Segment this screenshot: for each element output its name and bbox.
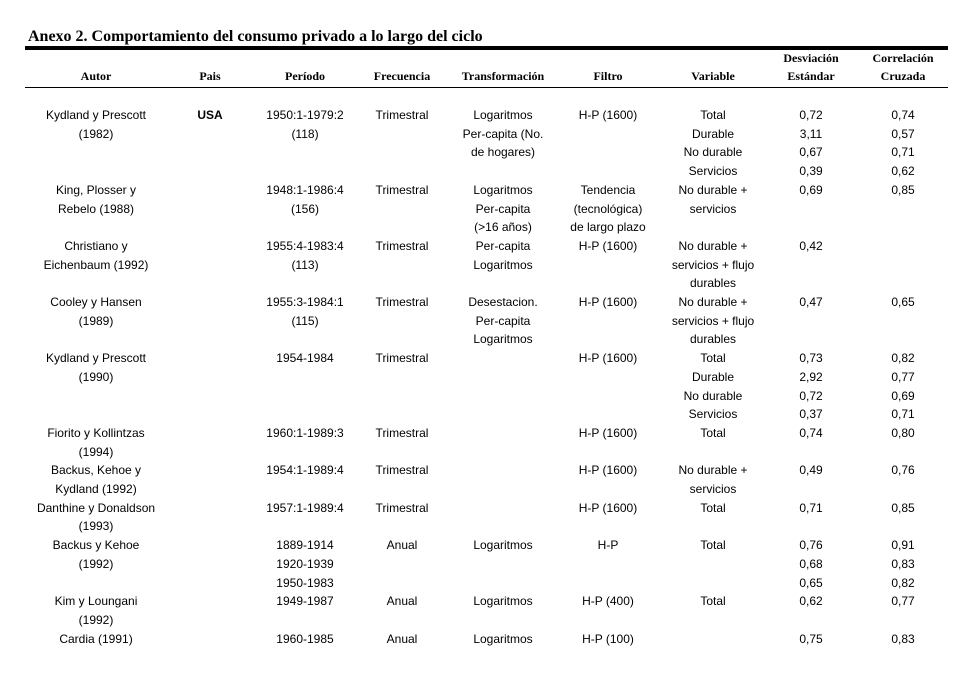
cell-autor: (1992)	[78, 612, 114, 627]
cell-variable: Total	[700, 108, 726, 122]
cell-frecuencia: Anual	[386, 631, 418, 646]
cell-filtro: H-P	[597, 538, 619, 553]
cell-desviacion: 0,67	[799, 145, 823, 160]
cell-correlacion: 0,69	[891, 388, 915, 403]
cell-autor: Kydland y Prescott	[45, 108, 147, 122]
cell-autor: Christiano y	[64, 238, 128, 253]
cell-filtro: H-P (100)	[582, 631, 634, 646]
header-filtro: Filtro	[593, 69, 623, 83]
cell-periodo: 1954:1-1989:4	[266, 463, 344, 478]
cell-desviacion: 0,37	[799, 407, 823, 422]
cell-autor: (1994)	[78, 444, 114, 459]
cell-correlacion: 0,83	[891, 556, 915, 571]
cell-correlacion: 0,71	[891, 407, 915, 422]
cell-frecuencia: Trimestral	[375, 295, 429, 309]
cell-periodo: (156)	[290, 201, 320, 216]
cell-correlacion: 0,62	[891, 164, 915, 179]
cell-variable: Total	[700, 351, 726, 366]
header-correlacion-line1: Correlación	[872, 51, 934, 65]
cell-variable: No durable	[683, 145, 743, 160]
cell-variable: servicios	[689, 201, 737, 216]
cell-variable: durables	[689, 276, 737, 291]
header-correlacion	[872, 49, 933, 85]
cell-filtro: Tendencia	[580, 182, 636, 197]
cell-frecuencia: Trimestral	[375, 425, 429, 440]
header-desviacion	[783, 49, 838, 85]
cell-autor: (1992)	[78, 556, 114, 571]
cell-desviacion: 0,73	[799, 351, 823, 366]
cell-periodo: (115)	[291, 313, 319, 328]
cell-autor: Eichenbaum (1992)	[43, 257, 149, 272]
header-periodo: Período	[285, 69, 325, 83]
cell-transformacion: Logaritmos	[473, 631, 533, 646]
cell-transformacion: Desestacion.	[468, 295, 538, 309]
cell-autor: Rebelo (1988)	[57, 201, 135, 216]
cell-autor: Cooley y Hansen	[50, 295, 142, 309]
cell-frecuencia: Trimestral	[375, 238, 429, 253]
cell-autor: Backus, Kehoe y	[50, 463, 142, 478]
header-frecuencia: Frecuencia	[373, 69, 431, 83]
cell-desviacion: 0,65	[799, 575, 823, 590]
cell-periodo: 1889-1914	[276, 538, 334, 553]
cell-autor: Kydland y Prescott	[45, 351, 147, 366]
cell-filtro: H-P (1600)	[578, 463, 638, 478]
cell-frecuencia: Trimestral	[375, 500, 429, 515]
cell-filtro: H-P (400)	[582, 594, 634, 609]
cell-transformacion: Per-capita (No.	[462, 126, 544, 141]
header-pais: Pais	[199, 69, 221, 83]
cell-autor: (1982)	[78, 126, 114, 141]
cell-correlacion: 0,74	[891, 108, 915, 122]
cell-desviacion: 0,72	[799, 388, 823, 403]
cell-desviacion: 0,47	[799, 295, 823, 309]
cell-correlacion: 0,82	[891, 351, 915, 366]
cell-filtro: de largo plazo	[570, 220, 646, 235]
cell-frecuencia: Trimestral	[375, 108, 429, 122]
cell-correlacion: 0,57	[891, 126, 915, 141]
cell-autor: Kydland (1992)	[55, 482, 137, 496]
cell-variable: servicios	[689, 482, 737, 496]
cell-filtro: H-P (1600)	[578, 238, 638, 253]
header-rule	[25, 87, 948, 88]
cell-filtro: H-P (1600)	[578, 351, 638, 366]
cell-transformacion: Logaritmos	[473, 538, 533, 553]
cell-frecuencia: Anual	[386, 538, 418, 553]
cell-desviacion: 0,75	[799, 631, 823, 646]
cell-transformacion: Per-capita	[475, 313, 531, 328]
cell-autor: (1993)	[78, 519, 114, 534]
cell-transformacion: Logaritmos	[473, 182, 533, 197]
cell-frecuencia: Anual	[386, 594, 418, 609]
header-variable: Variable	[691, 69, 735, 83]
cell-desviacion: 0,69	[799, 182, 823, 197]
cell-correlacion: 0,76	[891, 463, 915, 478]
cell-variable: durables	[689, 332, 737, 347]
cell-variable: No durable +	[678, 295, 748, 309]
cell-variable: Durable	[691, 369, 735, 384]
header-correlacion-line2: Cruzada	[880, 69, 926, 83]
cell-periodo: 1960:1-1989:3	[266, 425, 344, 440]
cell-autor: Backus y Kehoe	[52, 538, 140, 553]
cell-desviacion: 2,92	[799, 369, 823, 384]
cell-correlacion: 0,65	[891, 295, 915, 309]
cell-autor: (1989)	[78, 313, 114, 328]
cell-variable: servicios + flujo	[671, 313, 755, 328]
cell-desviacion: 0,62	[799, 594, 823, 609]
cell-correlacion: 0,83	[891, 631, 915, 646]
cell-periodo: 1954-1984	[276, 351, 334, 366]
cell-frecuencia: Trimestral	[375, 463, 429, 478]
cell-filtro: (tecnológica)	[573, 201, 643, 216]
cell-transformacion: Per-capita	[475, 201, 531, 216]
cell-autor: King, Plosser y	[55, 182, 137, 197]
cell-correlacion: 0,71	[891, 145, 915, 160]
cell-variable: Durable	[691, 126, 735, 141]
cell-variable: Servicios	[688, 164, 738, 179]
cell-desviacion: 3,11	[799, 126, 823, 141]
cell-correlacion: 0,85	[891, 500, 915, 515]
cell-periodo: 1957:1-1989:4	[266, 500, 344, 515]
cell-correlacion: 0,80	[891, 425, 915, 440]
cell-periodo: 1950-1983	[276, 575, 334, 590]
cell-filtro: H-P (1600)	[578, 425, 638, 440]
cell-frecuencia: Trimestral	[375, 351, 429, 366]
cell-desviacion: 0,39	[799, 164, 823, 179]
cell-variable: servicios + flujo	[671, 257, 755, 272]
header-desviacion-line1: Desviación	[783, 51, 839, 65]
cell-periodo: 1949-1987	[276, 594, 334, 609]
cell-variable: No durable	[683, 388, 743, 403]
cell-transformacion: Logaritmos	[473, 332, 533, 347]
cell-periodo: 1920-1939	[276, 556, 334, 571]
header-desviacion-line2: Estándar	[787, 69, 835, 83]
cell-periodo: 1955:3-1984:1	[266, 295, 344, 309]
cell-periodo: 1948:1-1986:4	[266, 182, 344, 197]
cell-desviacion: 0,76	[799, 538, 823, 553]
table-title: Anexo 2. Comportamiento del consumo privado a lo largo del ciclo	[28, 28, 483, 45]
cell-variable: Total	[700, 538, 726, 553]
cell-periodo: 1950:1-1979:2	[266, 108, 344, 122]
cell-transformacion: Logaritmos	[473, 108, 533, 122]
cell-variable: No durable +	[678, 238, 748, 253]
cell-filtro: H-P (1600)	[578, 295, 638, 309]
cell-transformacion: de hogares)	[470, 145, 536, 160]
cell-periodo: (113)	[291, 257, 319, 272]
cell-filtro: H-P (1600)	[578, 108, 638, 122]
cell-correlacion: 0,82	[891, 575, 915, 590]
cell-autor: Danthine y Donaldson	[36, 500, 156, 515]
cell-periodo: 1955:4-1983:4	[266, 238, 344, 253]
cell-variable: No durable +	[678, 182, 748, 197]
cell-frecuencia: Trimestral	[375, 182, 429, 197]
header-transformacion: Transformación	[461, 69, 545, 83]
header-autor: Autor	[80, 69, 112, 83]
cell-transformacion: Logaritmos	[473, 257, 533, 272]
cell-correlacion: 0,77	[891, 594, 915, 609]
cell-desviacion: 0,49	[799, 463, 823, 478]
cell-autor: (1990)	[78, 369, 114, 384]
cell-variable: Servicios	[688, 407, 738, 422]
cell-desviacion: 0,42	[799, 238, 823, 253]
cell-transformacion: (>16 años)	[474, 220, 532, 235]
cell-variable: Total	[700, 425, 726, 440]
cell-desviacion: 0,72	[799, 108, 823, 122]
cell-desviacion: 0,68	[799, 556, 823, 571]
cell-desviacion: 0,74	[799, 425, 823, 440]
cell-variable: Total	[700, 594, 726, 609]
cell-correlacion: 0,85	[891, 182, 915, 197]
cell-pais: USA	[197, 108, 223, 122]
cell-transformacion: Per-capita	[475, 238, 531, 253]
cell-autor: Cardia (1991)	[59, 631, 133, 646]
cell-desviacion: 0,71	[799, 500, 823, 515]
cell-correlacion: 0,77	[891, 369, 915, 384]
cell-autor: Fiorito y Kollintzas	[47, 425, 145, 440]
cell-autor: Kim y Loungani	[54, 594, 138, 609]
cell-correlacion: 0,91	[891, 538, 915, 553]
cell-periodo: 1960-1985	[276, 631, 334, 646]
cell-filtro: H-P (1600)	[578, 500, 638, 515]
cell-variable: No durable +	[678, 463, 748, 478]
cell-periodo: (118)	[291, 126, 319, 141]
cell-variable: Total	[700, 500, 726, 515]
cell-transformacion: Logaritmos	[473, 594, 533, 609]
